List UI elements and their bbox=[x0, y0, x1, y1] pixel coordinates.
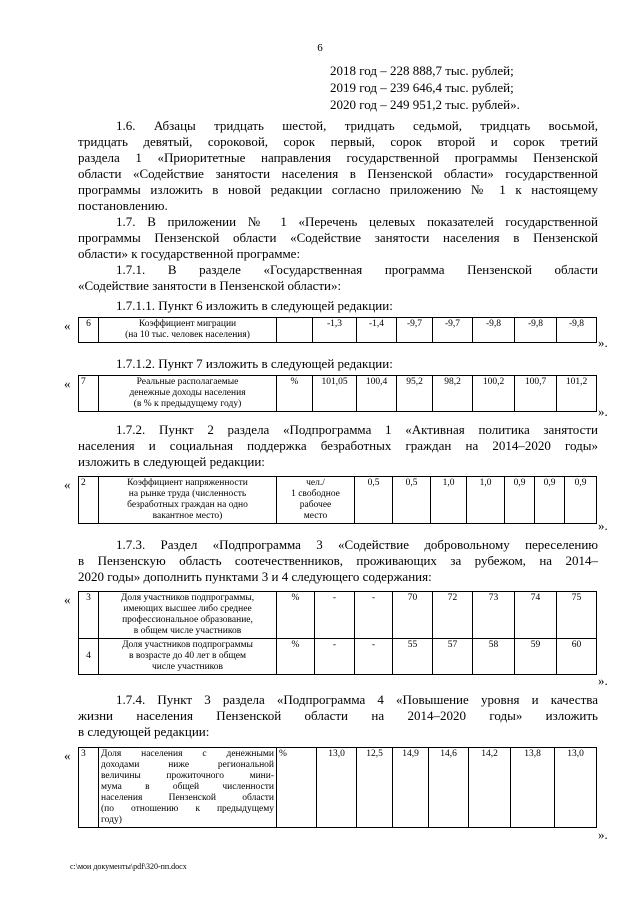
unit: % bbox=[277, 592, 315, 639]
value-cell: 13,0 bbox=[555, 748, 597, 828]
table-subprogram-1-point-2 bbox=[78, 476, 597, 524]
value-cell: -1,4 bbox=[357, 318, 397, 343]
year-line-2018: 2018 год – 228 888,7 тыс. рублей; bbox=[330, 63, 514, 78]
value-cell: 14,6 bbox=[429, 748, 469, 828]
paragraph-line: изложить в следующей редакции: bbox=[78, 454, 265, 469]
indicator-name: Доля населения с денежными доходами ниже региональной величины прожиточного мини- мума в общей численности населения Пензенской области (по отношению к предыдущему году) bbox=[99, 748, 277, 828]
paragraph-line: области» к государственной программе: bbox=[78, 246, 301, 261]
paragraph-line: жизни населения Пензенской области на 2014–2020 годы» изложить bbox=[78, 708, 598, 723]
year-line-2020: 2020 год – 249 951,2 тыс. рублей». bbox=[330, 97, 520, 112]
value-cell: 95,2 bbox=[397, 376, 433, 412]
table-row bbox=[79, 477, 597, 524]
value-cell: 1,0 bbox=[431, 477, 467, 524]
value-cell: 14,2 bbox=[469, 748, 511, 828]
row-number: 3 bbox=[79, 592, 99, 639]
unit bbox=[277, 318, 313, 343]
row-number: 2 bbox=[79, 477, 99, 524]
quote-open: « bbox=[64, 748, 71, 763]
quote-open: « bbox=[64, 592, 71, 607]
paragraph-line: 1.6. Абзацы тридцать шестой, тридцать седьмой, тридцать восьмой, bbox=[116, 118, 598, 133]
year-line-2019: 2019 год – 239 646,4 тыс. рублей; bbox=[330, 80, 514, 95]
value-cell: 70 bbox=[393, 592, 433, 639]
value-cell: 13,0 bbox=[317, 748, 357, 828]
value-cell: 58 bbox=[473, 639, 515, 675]
unit: % bbox=[277, 639, 315, 675]
value-cell: -9,8 bbox=[515, 318, 557, 343]
indicator-name: Реальные располагаемые денежные доходы населения (в % к предыдущему году) bbox=[99, 376, 277, 412]
value-cell: 0,9 bbox=[565, 477, 597, 524]
value-cell: 0,5 bbox=[393, 477, 431, 524]
quote-open: « bbox=[64, 376, 71, 391]
value-cell: 75 bbox=[557, 592, 597, 639]
table-subprogram-3-points-3-4 bbox=[78, 591, 597, 675]
paragraph-1-7-1 bbox=[78, 262, 598, 294]
value-cell: 59 bbox=[515, 639, 557, 675]
value-cell: -9,7 bbox=[433, 318, 473, 343]
value-cell: 13,8 bbox=[511, 748, 555, 828]
paragraph-1-7-1-2: 1.7.1.2. Пункт 7 изложить в следующей редакции: bbox=[116, 356, 393, 371]
table-point-7 bbox=[78, 375, 597, 412]
quote-close: ». bbox=[598, 404, 608, 419]
paragraph-1-7-4 bbox=[78, 692, 598, 740]
value-cell: 0,5 bbox=[355, 477, 393, 524]
table-subprogram-4-point-3 bbox=[78, 747, 597, 828]
table-row bbox=[79, 318, 597, 343]
table-row bbox=[79, 592, 597, 639]
indicator-name: Доля участников подпрограммы, имеющих высшее либо среднее профессиональное образование, в общем числе участников bbox=[99, 592, 277, 639]
value-cell: 12,5 bbox=[357, 748, 393, 828]
value-cell: 0,9 bbox=[505, 477, 535, 524]
value-cell: 74 bbox=[515, 592, 557, 639]
value-cell: - bbox=[315, 592, 355, 639]
paragraph-line: в следующей редакции: bbox=[78, 724, 210, 739]
paragraph-1-7-2 bbox=[78, 422, 598, 470]
paragraph-line: раздела 1 «Приоритетные направления государственной программы Пензенской bbox=[78, 150, 598, 165]
paragraph-line: 1.7.2. Пункт 2 раздела «Подпрограмма 1 «Активная политика занятости bbox=[116, 422, 598, 437]
value-cell: -9,8 bbox=[473, 318, 515, 343]
value-cell: 0,9 bbox=[535, 477, 565, 524]
table-row bbox=[79, 639, 597, 675]
paragraph-line: программы Пензенской области «Содействие занятости населения в Пензенской bbox=[78, 230, 598, 245]
value-cell: 98,2 bbox=[433, 376, 473, 412]
paragraph-line: тридцать девятый, сороковой, сорок первый, сорок второй и сорок третий bbox=[78, 134, 598, 149]
quote-close: ». bbox=[598, 518, 608, 533]
indicator-name: Коэффициент напряженности на рынке труда (численность безработных граждан на одно вакантное место) bbox=[99, 477, 277, 524]
row-number: 6 bbox=[79, 318, 99, 343]
value-cell: 100,7 bbox=[515, 376, 557, 412]
quote-close: ». bbox=[598, 827, 608, 842]
paragraph-line: 1.7.3. Раздел «Подпрограмма 3 «Содействие добровольному переселению bbox=[116, 537, 598, 552]
value-cell: -9,7 bbox=[397, 318, 433, 343]
paragraph-line: «Содействие занятости в Пензенской области»: bbox=[78, 278, 342, 293]
unit: % bbox=[277, 376, 313, 412]
quote-close: ». bbox=[598, 673, 608, 688]
quote-open: « bbox=[64, 477, 71, 492]
unit: % bbox=[277, 748, 317, 828]
quote-close: ». bbox=[598, 335, 608, 350]
value-cell: 73 bbox=[473, 592, 515, 639]
value-cell: -9,8 bbox=[557, 318, 597, 343]
value-cell: 1,0 bbox=[467, 477, 505, 524]
table-row bbox=[79, 376, 597, 412]
paragraph-line: 1.7.4. Пункт 3 раздела «Подпрограмма 4 «Повышение уровня и качества bbox=[116, 692, 598, 707]
row-number: 7 bbox=[79, 376, 99, 412]
paragraph-line: постановлению. bbox=[78, 198, 168, 213]
value-cell: 14,9 bbox=[393, 748, 429, 828]
paragraph-line: в Пензенскую область соотечественников, проживающих за рубежом, на 2014– bbox=[78, 553, 598, 568]
paragraph-1-7 bbox=[78, 214, 598, 262]
table-point-6 bbox=[78, 317, 597, 343]
table-row bbox=[79, 748, 597, 828]
paragraph-1-7-1-1: 1.7.1.1. Пункт 6 изложить в следующей редакции: bbox=[116, 298, 393, 313]
page-number: 6 bbox=[317, 42, 323, 54]
unit: чел./ 1 свободное рабочее место bbox=[277, 477, 355, 524]
row-number: 4 bbox=[79, 639, 99, 675]
value-cell: 72 bbox=[433, 592, 473, 639]
value-cell: - bbox=[315, 639, 355, 675]
value-cell: 57 bbox=[433, 639, 473, 675]
value-cell: - bbox=[355, 592, 393, 639]
paragraph-1-7-3 bbox=[78, 537, 598, 585]
value-cell: - bbox=[355, 639, 393, 675]
value-cell: 100,2 bbox=[473, 376, 515, 412]
row-number: 3 bbox=[79, 748, 99, 828]
indicator-name: Доля участников подпрограммы в возрасте до 40 лет в общем числе участников bbox=[99, 639, 277, 675]
paragraph-line: программы изложить в новой редакции согласно приложению № 1 к настоящему bbox=[78, 182, 598, 197]
quote-open: « bbox=[64, 318, 71, 333]
value-cell: 55 bbox=[393, 639, 433, 675]
paragraph-line: области «Содействие занятости населения в Пензенской области» государственной bbox=[78, 166, 598, 181]
value-cell: 100,4 bbox=[357, 376, 397, 412]
paragraph-1-6 bbox=[78, 118, 598, 214]
paragraph-line: 1.7.1. В разделе «Государственная программа Пензенской области bbox=[116, 262, 598, 277]
file-path-footer: c:\мои документы\pdf\320-пп.docx bbox=[70, 862, 187, 871]
paragraph-line: 2020 годы» дополнить пунктами 3 и 4 следующего содержания: bbox=[78, 569, 432, 584]
paragraph-line: 1.7. В приложении № 1 «Перечень целевых показателей государственной bbox=[116, 214, 598, 229]
value-cell: -1,3 bbox=[313, 318, 357, 343]
value-cell: 60 bbox=[557, 639, 597, 675]
value-cell: 101,05 bbox=[313, 376, 357, 412]
paragraph-line: населения и социальная поддержка безработных граждан на 2014–2020 годы» bbox=[78, 438, 598, 453]
value-cell: 101,2 bbox=[557, 376, 597, 412]
indicator-name: Коэффициент миграции (на 10 тыс. человек населения) bbox=[99, 318, 277, 343]
